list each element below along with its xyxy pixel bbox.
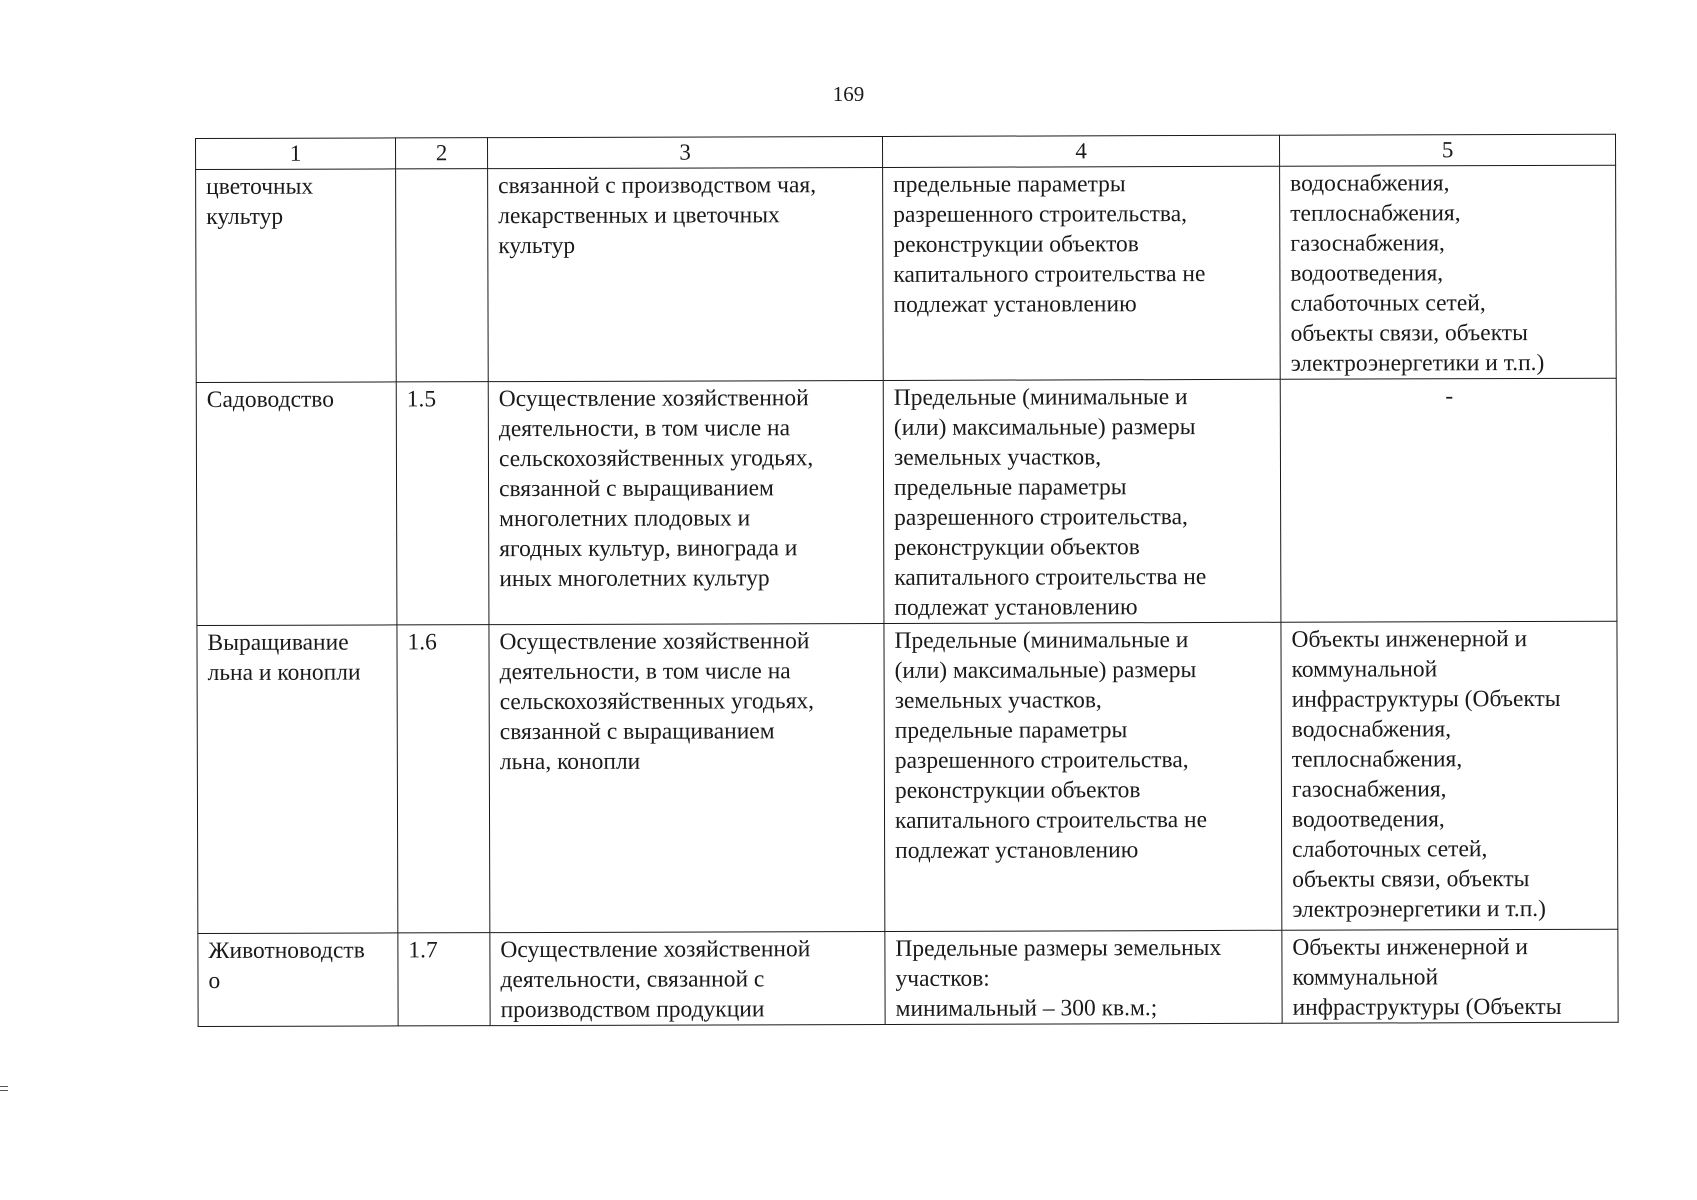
auxiliary-objects: Объекты инженерной и коммунальной инфраструктуры (Объекты водоснабжения, теплоснабжения, газоснабжения, водоотведения, слаботочных сетей, объекты связи, объекты электроэнергетики и т.п.)	[1281, 621, 1618, 930]
land-use-description: Осуществление хозяйственной деятельности, в том числе на сельскохозяйственных угодьях, связанной с выращиванием льна, конопли	[489, 623, 885, 932]
auxiliary-objects: -	[1280, 378, 1617, 622]
construction-parameters: Предельные (минимальные и (или) максимальные) размеры земельных участков, предельные параметры разрешенного строительства, реконструкции объектов капитального строительства не подлежат установлению	[884, 622, 1282, 931]
land-use-name: Животноводств о	[198, 933, 398, 1027]
table-row	[197, 621, 1618, 933]
land-use-name: Выращивание льна и конопли	[197, 625, 398, 934]
land-use-description: Осуществление хозяйственной деятельности, связанной с производством продукции	[490, 931, 885, 1025]
construction-parameters: Предельные (минимальные и (или) максимальные) размеры земельных участков, предельные параметры разрешенного строительства, реконструкции объектов капитального строительства не подлежат установлению	[883, 379, 1281, 623]
land-use-table	[195, 134, 1619, 1027]
land-use-code	[396, 169, 489, 382]
column-header: 1	[196, 138, 396, 170]
auxiliary-objects: водоснабжения, теплоснабжения, газоснабжения, водоотведения, слаботочных сетей, объекты связи, объекты электроэнергетики и т.п.)	[1280, 165, 1617, 379]
land-use-name: Садоводство	[196, 382, 397, 626]
land-use-code: 1.5	[396, 382, 489, 625]
auxiliary-objects: Объекты инженерной и коммунальной инфраструктуры (Объекты	[1282, 929, 1618, 1023]
page-number: 169	[832, 82, 865, 106]
table-header-row	[196, 134, 1616, 169]
table-row	[196, 378, 1617, 625]
land-use-code: 1.6	[397, 625, 490, 933]
land-use-name: цветочных культур	[196, 169, 397, 383]
table-row	[196, 165, 1617, 382]
land-use-code: 1.7	[398, 933, 490, 1026]
column-header: 5	[1279, 134, 1615, 166]
column-header: 3	[488, 136, 883, 168]
construction-parameters: предельные параметры разрешенного строительства, реконструкции объектов капитального строительства не подлежат установлению	[883, 166, 1281, 380]
land-use-description: Осуществление хозяйственной деятельности, в том числе на сельскохозяйственных угодьях, связанной с выращиванием многолетних плодовых и ягодных культур, винограда и иных многолетних культур	[488, 380, 884, 624]
table-row	[198, 929, 1618, 1026]
construction-parameters: Предельные размеры земельных участков: минимальный – 300 кв.м.;	[885, 930, 1282, 1024]
column-header: 4	[882, 135, 1279, 167]
scan-mark	[0, 1086, 8, 1091]
column-header: 2	[396, 138, 488, 169]
land-use-description: связанной с производством чая, лекарственных и цветочных культур	[488, 167, 884, 381]
